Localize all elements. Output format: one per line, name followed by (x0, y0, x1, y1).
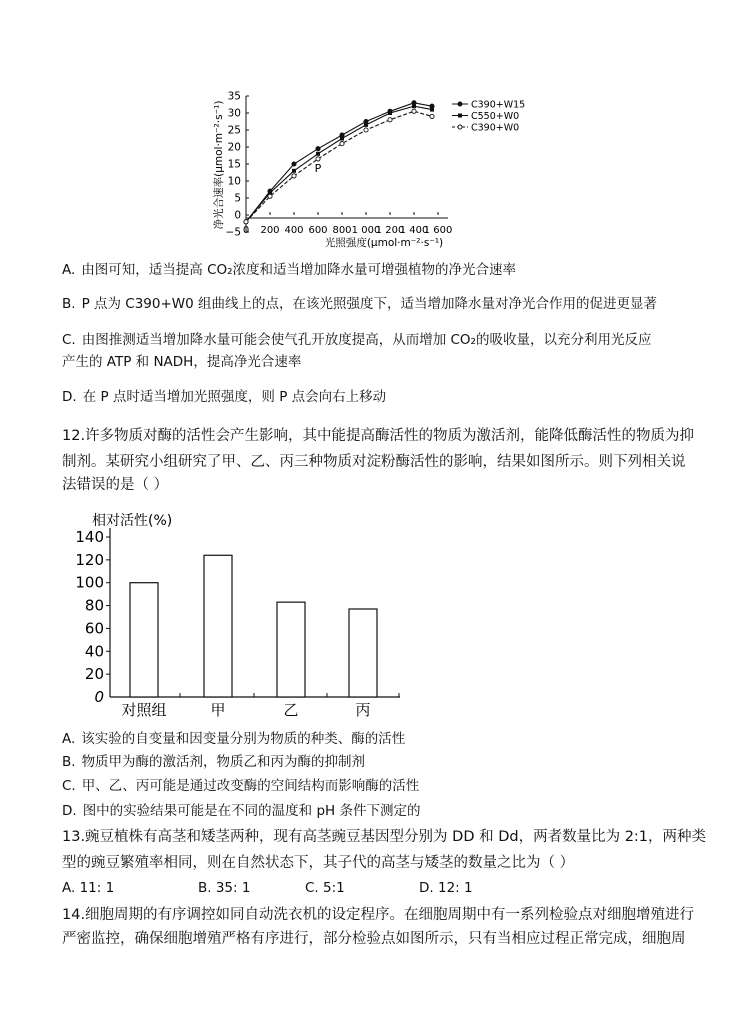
option-letter: C. (62, 778, 76, 794)
bar-chart-bars (130, 555, 377, 697)
line-chart-y-axis-label: 净光合速率(μmol·m⁻²·s⁻¹) (213, 100, 225, 230)
line-chart-x-tick-label: 1 400 (399, 225, 429, 236)
bar-1 (204, 555, 232, 697)
legend-marker (458, 102, 462, 106)
line-point (364, 128, 368, 132)
line-chart-y-tick-label: 35 (227, 90, 241, 103)
line-point (292, 162, 296, 166)
line-chart-x-tick-label: 200 (260, 225, 280, 236)
q12-line-1: 制剂。某研究小组研究了甲、乙、丙三种物质对淀粉酶活性的影响，结果如图所示。则下列相关说 (62, 454, 686, 470)
bar-2 (277, 602, 305, 697)
line-point (430, 108, 434, 112)
bar-chart-y-axis-label: 相对活性(%) (92, 513, 173, 529)
line-series-0 (246, 103, 432, 222)
bar-chart-y-tick-label: 0 (94, 688, 104, 706)
line-chart-x-tick-label: 800 (332, 225, 352, 236)
legend-marker (458, 114, 462, 118)
line-point (430, 114, 434, 118)
q13-option-a: A. 11: 1 (62, 880, 115, 896)
option-text: 甲、乙、丙可能是通过改变酶的空间结构而影响酶的活性 (81, 778, 420, 794)
option-letter: B. (62, 296, 76, 312)
line-point (316, 147, 320, 151)
line-chart-y-tick-label: 10 (227, 175, 241, 188)
option-text: 物质甲为酶的激活剂，物质乙和丙为酶的抑制剂 (81, 754, 366, 770)
line-point (340, 142, 344, 146)
bar-3 (349, 609, 377, 697)
option-letter: D. (62, 803, 77, 819)
q11-option-0 (62, 260, 516, 280)
line-point (316, 152, 320, 156)
legend-label: C550+W0 (471, 111, 520, 122)
bar-0 (130, 583, 158, 697)
bar-chart-y-tick-label: 100 (75, 573, 104, 592)
bar-chart-y-tick-label: 120 (75, 550, 104, 569)
line-point (412, 104, 416, 108)
line-point (412, 109, 416, 113)
bar-category-label: 甲 (210, 701, 226, 719)
bar-chart-y-tick-label: 20 (84, 665, 104, 684)
legend-label: C390+W15 (471, 99, 526, 111)
line-chart-x-tick-label: 0 (242, 225, 250, 236)
line-point (244, 220, 248, 224)
line-point (364, 123, 368, 127)
option-letter: C. (62, 332, 76, 348)
line-point (388, 118, 392, 122)
line-chart-y-ticks (226, 91, 249, 239)
bar-chart-y-ticks (75, 528, 110, 706)
line-point (388, 111, 392, 115)
q12-line-2: 法错误的是（ ） (62, 477, 169, 493)
line-chart-y-tick-label: 5 (234, 192, 241, 205)
line-chart-x-tick-label: 1 000 (351, 225, 381, 236)
point-p-label: P (314, 162, 322, 175)
q12-option-2 (62, 776, 419, 796)
option-letter: B. (62, 754, 76, 770)
relative-activity-bar-chart (0, 500, 737, 725)
legend-label: C390+W0 (471, 122, 520, 134)
line-chart-x-tick-label: 1 200 (375, 225, 405, 236)
line-chart-x-ticks (243, 212, 453, 236)
line-series-2 (246, 111, 432, 222)
q11-option-2 (62, 330, 651, 350)
option-text: 在 P 点时适当增加光照强度，则 P 点会向右上移动 (82, 389, 387, 405)
line-point (292, 169, 296, 173)
q11-option-1 (62, 294, 657, 314)
line-chart-x-tick-label: 1 600 (423, 225, 453, 236)
q12-option-0 (62, 729, 405, 749)
bar-category-label: 丙 (355, 701, 371, 719)
q12-option-3 (62, 801, 421, 821)
option-text: 由图可知，适当提高 CO₂浓度和适当增加降水量可增强植物的净光合速率 (81, 262, 517, 278)
bar-chart-y-tick-label: 40 (84, 642, 104, 661)
line-chart-y-tick-label: −5 (225, 226, 241, 239)
line-chart-legend (452, 100, 525, 134)
line-chart-y-tick-label: 15 (227, 158, 241, 171)
line-chart-y-tick-label: 0 (234, 209, 241, 222)
line-chart-x-tick-label: 600 (308, 225, 328, 236)
net-photosynthesis-line-chart (0, 0, 737, 255)
q14-line-0: 14.细胞周期的有序调控如同自动洗衣机的设定程序。在细胞周期中有一系列检验点对细胞增殖进行 (62, 907, 695, 923)
option-letter: A. (62, 731, 76, 747)
option-letter: D. (62, 389, 77, 405)
line-chart-y-tick-label: 30 (227, 107, 241, 120)
q11-option-3 (62, 352, 301, 372)
option-text: 由图推测适当增加降水量可能会使气孔开放度提高，从而增加 CO₂的吸收量，以充分利用光反应 (81, 332, 652, 348)
q14-line-1: 严密监控，确保细胞增殖严格有序进行，部分检验点如图所示，只有当相应过程正常完成，细胞周 (62, 931, 686, 947)
line-series-1 (246, 106, 432, 222)
q13-line-1: 型的豌豆繁殖率相同，则在自然状态下，其子代的高茎与矮茎的数量之比为（ ） (62, 855, 575, 871)
q13-option-c: C. 5:1 (305, 880, 345, 896)
bar-category-label: 对照组 (121, 701, 167, 719)
line-chart-y-tick-label: 25 (227, 124, 241, 137)
line-chart-y-tick-label: 20 (227, 141, 241, 154)
line-point (268, 194, 272, 198)
bar-category-label: 乙 (283, 701, 299, 719)
option-text: 图中的实验结果可能是在不同的温度和 pH 条件下测定的 (82, 803, 421, 819)
bar-chart-y-tick-label: 80 (84, 596, 104, 615)
line-point (292, 174, 296, 178)
q12-line-0: 12.许多物质对酶的活性会产生影响，其中能提高酶活性的物质为激活剂，能降低酶活性的物质为抑 (62, 428, 695, 444)
option-text: P 点为 C390+W0 组曲线上的点，在该光照强度下，适当增加降水量对净光合作用的促进更显著 (81, 296, 658, 312)
q13-option-d: D. 12: 1 (419, 880, 473, 896)
q12-option-1 (62, 752, 365, 772)
line-chart-x-tick-label: 400 (284, 225, 304, 236)
bar-chart-y-tick-label: 140 (75, 528, 104, 546)
option-text: 产生的 ATP 和 NADH，提高净光合速率 (62, 354, 302, 370)
q13-option-b: B. 35: 1 (198, 880, 251, 896)
bar-chart-y-tick-label: 60 (84, 619, 104, 638)
q13-line-0: 13.豌豆植株有高茎和矮茎两种，现有高茎豌豆基因型分别为 DD 和 Dd，两者数量比为 2:1，两种类 (62, 829, 707, 845)
line-chart-series (244, 101, 434, 224)
option-letter: A. (62, 262, 76, 278)
line-point (340, 137, 344, 141)
line-chart-x-axis-label: 光照强度(μmol·m⁻²·s⁻¹) (324, 237, 444, 249)
option-text: 该实验的自变量和因变量分别为物质的种类、酶的活性 (81, 731, 406, 747)
legend-marker (458, 125, 462, 129)
line-point (316, 157, 320, 161)
q11-option-4 (62, 387, 386, 407)
line-chart-axes (246, 96, 448, 232)
